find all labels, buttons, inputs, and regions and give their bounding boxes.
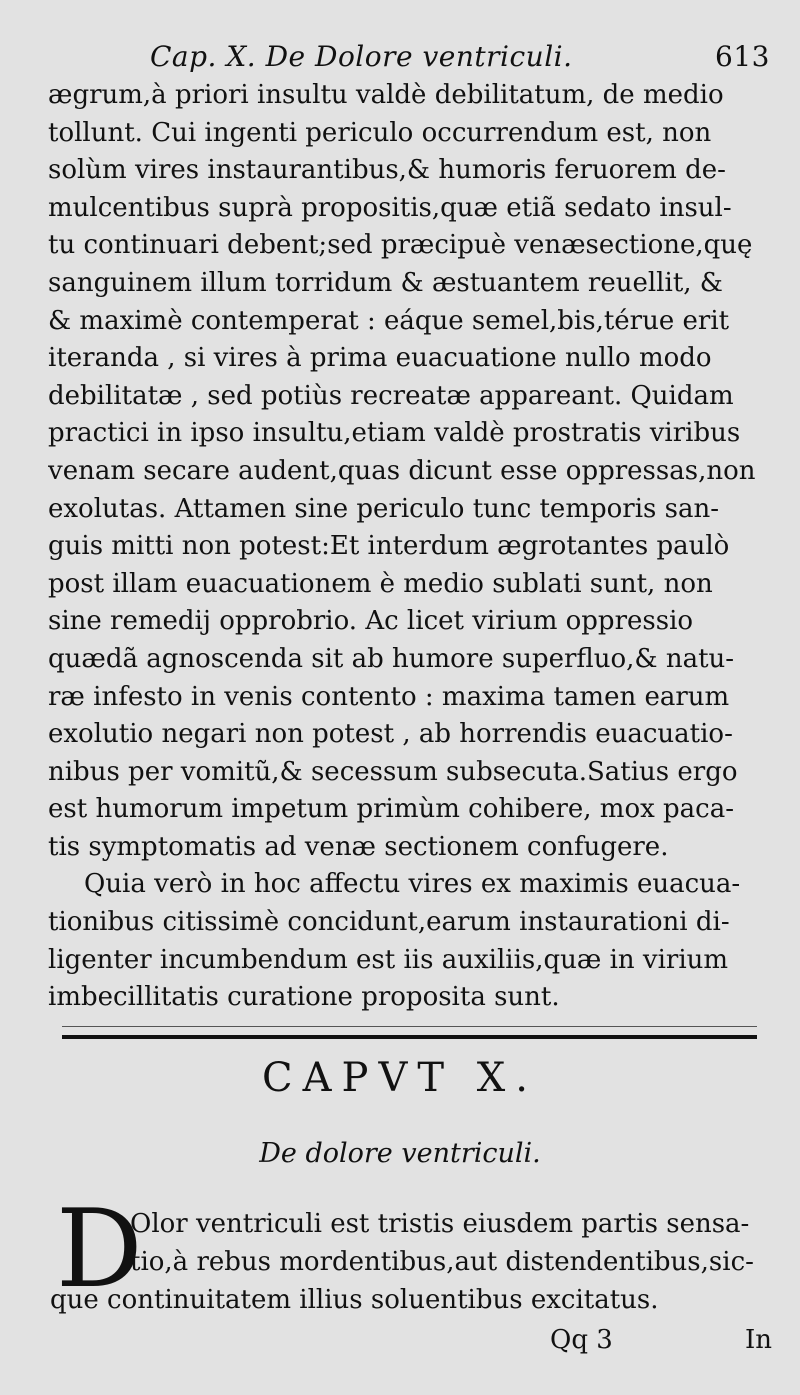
text-line: & maximè contemperat : eáque semel,bis,térue erit [48,305,730,336]
text-line: ægrum,à priori insultu valdè debilitatum, de medio [48,80,724,110]
section-rule-thin [62,1026,757,1027]
text-line: ligenter incumbendum est iis auxiliis,quæ in virium [48,944,729,975]
chapter-text [50,1205,770,1319]
text-line: tollunt. Cui ingenti periculo occurrendum est, non [48,117,712,148]
text-line: mulcentibus suprà propositis,quæ etiã sedato insul- [48,192,732,223]
text-line: Quia verò in hoc affectu vires ex maximis euacua- [84,869,741,900]
text-line: quædã agnoscenda sit ab humore superfluo,& natu- [48,643,735,674]
catchword: In [745,1325,773,1355]
text-line: guis mitti non potest:Et interdum ægrotantes paulò [48,531,730,562]
chapter-subtitle: De dolore ventriculi. [259,1138,541,1169]
text-line: est humorum impetum primùm cohibere, mox paca- [48,794,735,825]
text-line: tionibus citissimè concidunt,earum instaurationi di- [48,907,730,938]
page-number: 613 [715,40,770,73]
text-line: sanguinem illum torridum & æstuantem reuellit, & [48,267,723,298]
drop-cap: D [56,1187,143,1312]
text-line: exolutas. Attamen sine periculo tunc temporis san- [48,493,719,524]
body-text [48,77,768,1017]
text-line: post illam euacuationem è medio sublati sunt, non [48,568,713,599]
text-line: tis symptomatis ad venæ sectionem confugere. [48,831,669,862]
text-line: que continuitatem illius soluentibus excitatus. [50,1285,659,1315]
text-line: imbecillitatis curatione proposita sunt. [48,982,560,1013]
text-line: iteranda , si vires à prima euacuatione nullo modo [48,343,712,374]
text-line: sine remedij opprobrio. Ac licet virium oppressio [48,606,694,637]
text-line: debilitatæ , sed potiùs recreatæ appareant. Quidam [48,380,734,411]
text-line: nibus per vomitũ,& secessum subsecuta.Satius ergo [48,756,738,787]
section-rule [62,1035,757,1039]
text-line: solùm vires instaurantibus,& humoris feruorem de- [48,155,726,186]
text-line: ræ infesto in venis contento : maxima tamen earum [48,681,730,712]
text-line: tu continuari debent;sed præcipuè venæsectione,quę [48,230,753,261]
signature-mark: Qq 3 [550,1325,613,1355]
running-head-title: Cap. X. De Dolore ventriculi. [150,40,573,73]
text-line: tio,à rebus mordentibus,aut distendentibus,sic- [130,1247,754,1277]
chapter-heading: CAPVT X. [262,1055,538,1101]
text-line: practici in ipso insultu,etiam valdè prostratis viribus [48,418,741,449]
text-line: venam secare audent,quas dicunt esse oppressas,non [48,455,756,486]
running-head [150,40,770,80]
text-line: exolutio negari non potest , ab horrendis euacuatio- [48,719,733,750]
text-line: Olor ventriculi est tristis eiusdem partis sensa- [130,1209,750,1239]
